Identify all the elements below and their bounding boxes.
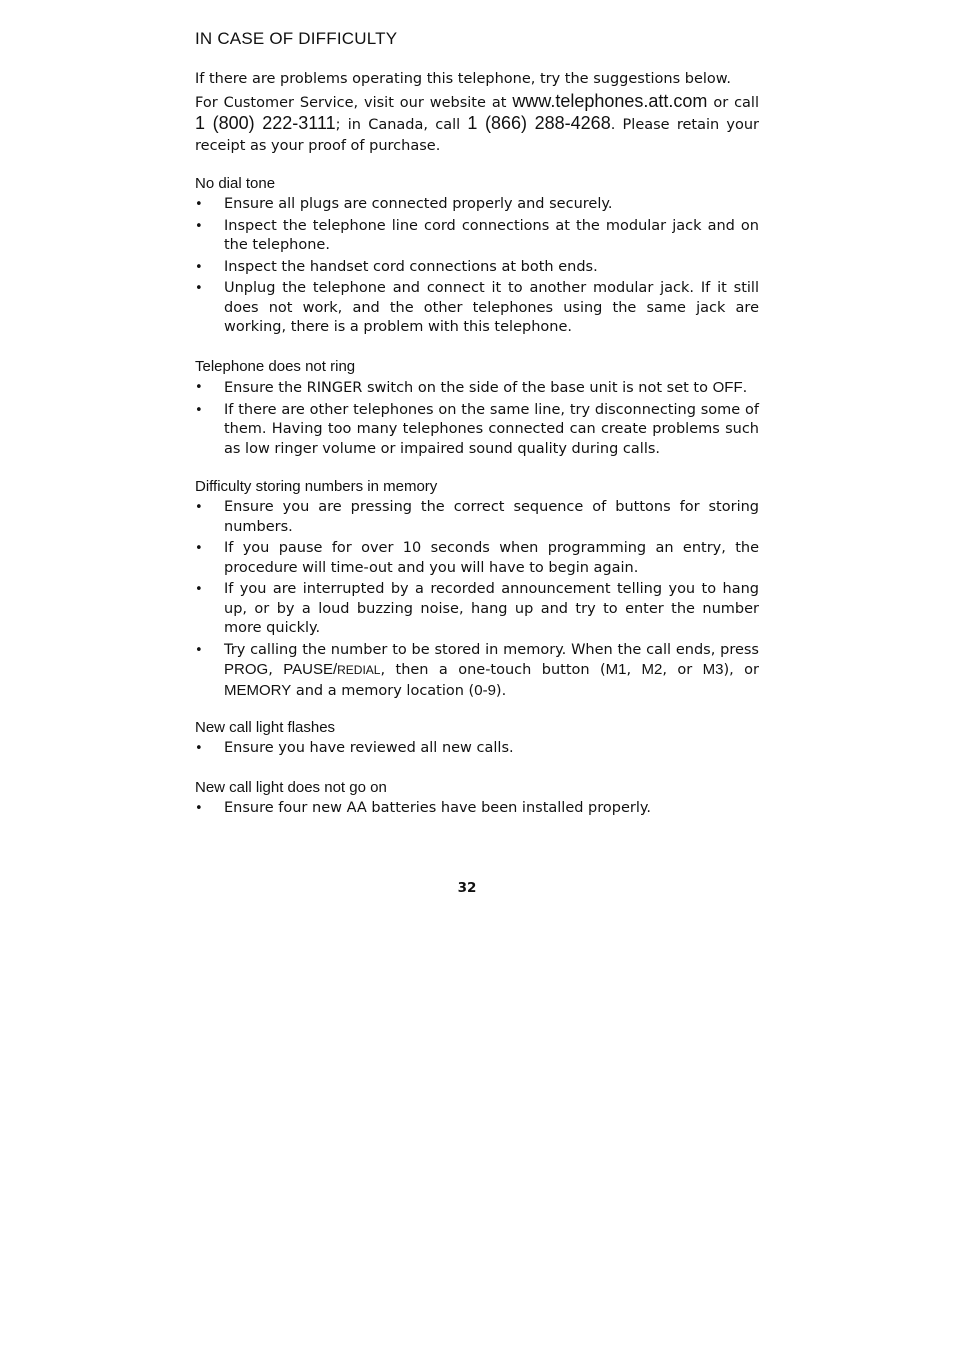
phone-us: 1 (800) 222-3111 — [195, 113, 336, 133]
intro-text: For Customer Service, visit our website at — [195, 94, 513, 111]
bullet-icon: • — [195, 500, 203, 515]
key-memory: MEMORY — [224, 681, 292, 699]
key-range: 0-9 — [474, 681, 496, 699]
bullet-icon: • — [195, 402, 203, 418]
intro-text: . Please retain your receipt as your proof of purchase. — [195, 117, 760, 154]
list-item: • If you are interrupted by a recorded announcement telling you to hang up, or by a loud buzzing noise, hang up and try to enter the number more quickly. — [195, 581, 759, 636]
section-title: Difficulty storing numbers in memory — [195, 478, 438, 495]
bullet-icon: • — [195, 582, 203, 597]
customer-service-paragraph — [195, 91, 759, 157]
list-item: • Ensure you are pressing the correct sequence of buttons for storing numbers. — [195, 499, 759, 535]
intro-text: or call — [707, 94, 759, 111]
bullet-icon: • — [195, 642, 203, 658]
list-item: • Ensure all plugs are connected properly and securely. — [195, 195, 759, 215]
bullet-icon: • — [195, 281, 203, 296]
section-no-dial-tone — [195, 174, 759, 340]
key-off: OFF — [712, 379, 743, 396]
suggestion-list — [195, 195, 759, 338]
suggestion-list — [195, 378, 759, 459]
list-item: • Unplug the telephone and connect it to another modular jack. If it still does not work, and the other telephones using the same jack are working, there is a problem with this telephone. — [195, 280, 759, 335]
list-item: • Ensure the RINGER switch on the side of the base unit is not set to OFF. — [195, 379, 748, 396]
section-light-off — [195, 778, 759, 821]
list-item: • If there are other telephones on the same line, try disconnecting some of them. Having too many telephones connected can create problems such as low ringer volume or impaired sound quality during calls. — [195, 401, 759, 457]
section-title: Telephone does not ring — [195, 358, 356, 375]
list-item: • If you pause for over 10 seconds when programming an entry, the procedure will time-out and you will have to begin again. — [195, 540, 759, 576]
list-item: • Inspect the telephone line cord connections at the modular jack and on the telephone. — [195, 217, 759, 253]
suggestion-list — [195, 498, 759, 701]
bullet-icon: • — [195, 541, 203, 556]
bullet-icon: • — [195, 741, 203, 756]
section-title: No dial tone — [195, 175, 276, 192]
phone-canada: 1 (866) 288-4268 — [467, 113, 611, 133]
key-m3: M3 — [702, 661, 724, 678]
bullet-icon: • — [195, 801, 203, 816]
bullet-icon: • — [195, 380, 203, 395]
section-no-ring — [195, 357, 759, 461]
page-number: 32 — [457, 880, 477, 896]
suggestion-list — [195, 739, 759, 759]
key-pause: PAUSE/ — [283, 661, 338, 678]
section-title: New call light flashes — [195, 719, 336, 736]
list-item: • Try calling the number to be stored in memory. When the call ends, press PROG, PAUSE/REDIAL, then a one-touch button (M1, M2, or M3), or MEMORY and a memory location (0-9). — [195, 641, 759, 699]
bullet-icon: • — [195, 197, 203, 212]
website-link[interactable]: www.telephones.att.com — [512, 90, 708, 111]
intro-text: ; in Canada, call — [335, 117, 468, 133]
list-item: • Inspect the handset cord connections at both ends. — [195, 258, 759, 278]
page-heading: IN CASE OF DIFFICULTY — [195, 29, 398, 48]
bullet-icon: • — [195, 259, 203, 275]
list-item: • Ensure four new AA batteries have been installed properly. — [195, 799, 759, 819]
key-m2: M2 — [641, 661, 663, 678]
list-item: • Ensure you have reviewed all new calls. — [195, 739, 759, 759]
section-light-flashes — [195, 718, 759, 761]
bullet-icon: • — [195, 218, 203, 234]
section-title: New call light does not go on — [195, 779, 387, 796]
key-redial: REDIAL — [337, 663, 381, 677]
key-prog: PROG — [224, 661, 269, 678]
intro-line: If there are problems operating this telephone, try the suggestions below. — [195, 71, 731, 87]
suggestion-list — [195, 799, 759, 819]
key-m1: M1 — [605, 661, 627, 678]
section-memory — [195, 477, 759, 703]
intro-block — [195, 69, 759, 156]
